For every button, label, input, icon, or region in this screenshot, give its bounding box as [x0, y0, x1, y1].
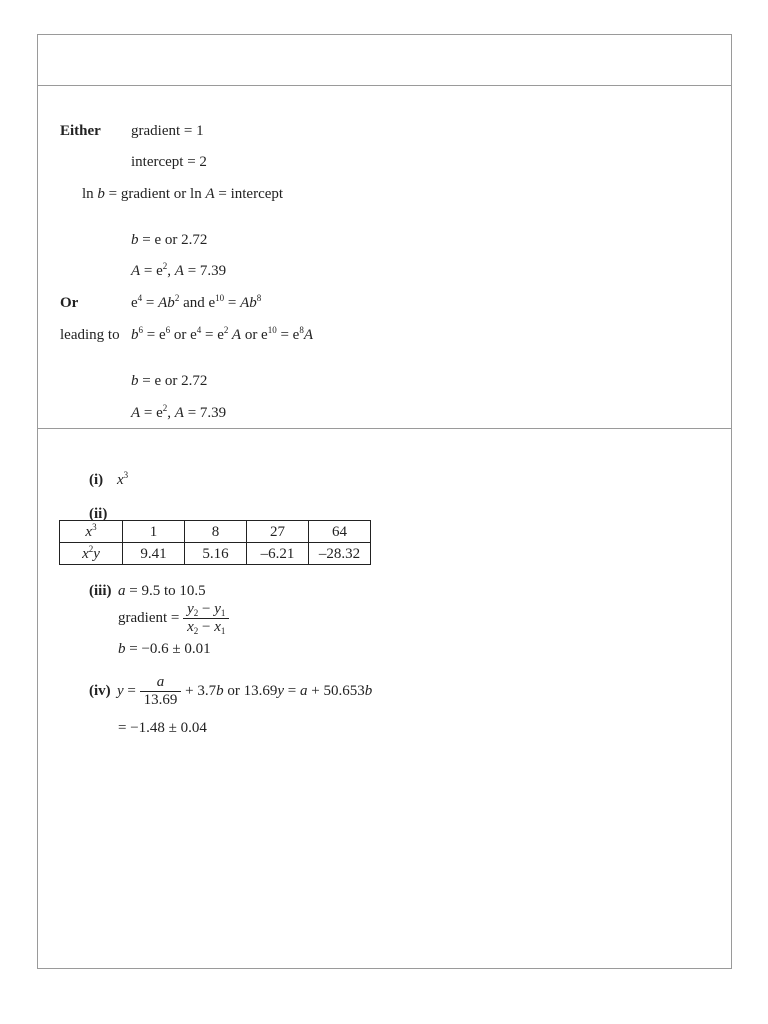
- a-over-fraction: $\frac{a}{13.69}$: [140, 674, 182, 709]
- table-cell: 9.41: [123, 543, 185, 565]
- section-divider: [37, 428, 732, 429]
- or-equation: $e^4 = Ab^2$ and $e^{10} = Ab^8$: [131, 293, 262, 311]
- page-frame: [37, 34, 732, 969]
- gradient-line: gradient = 1: [131, 123, 204, 139]
- a-value-line-2: $A = e^2$, A = 7.39: [131, 403, 227, 421]
- row-header-x-squared-y: $x^2y$: [60, 543, 123, 565]
- table-cell: 1: [123, 521, 185, 543]
- b-estimate-line: b = −0.6 ± 0.01: [118, 641, 211, 657]
- part-iv-equation: y = $\frac{a}{13.69}$ + 3.7b or 13.69y = a + 50.653b: [117, 674, 373, 708]
- table-cell: –28.32: [309, 543, 371, 565]
- row-header-x-cubed: $x^3$: [60, 521, 123, 543]
- intercept-line: intercept = 2: [131, 154, 207, 170]
- leading-to-label: leading to: [60, 327, 120, 343]
- part-iv-label: (iv): [89, 683, 111, 699]
- b-value-line-2: b = e or 2.72: [131, 373, 208, 389]
- part-ii-label: (ii): [89, 506, 108, 522]
- table-cell: 5.16: [185, 543, 247, 565]
- header-divider: [37, 85, 732, 86]
- or-label: Or: [60, 295, 79, 311]
- table-cell: 8: [185, 521, 247, 543]
- values-table: [59, 520, 371, 565]
- table-cell: 27: [247, 521, 309, 543]
- ln-relation-line: ln b = gradient or ln A = intercept: [82, 186, 284, 202]
- gradient-fraction: $\frac{y_2 - y_1}{x_2 - x_1}$: [183, 601, 229, 636]
- a-range-line: a = 9.5 to 10.5: [118, 583, 206, 599]
- b-value-line: b = e or 2.72: [131, 232, 208, 248]
- part-iii-label: (iii): [89, 583, 112, 599]
- table-row: [60, 543, 371, 565]
- part-iv-result: = −1.48 ± 0.04: [118, 720, 207, 736]
- part-i-answer: $x^3$: [117, 470, 129, 488]
- table-cell: 64: [309, 521, 371, 543]
- gradient-formula: gradient = $\frac{y_2 - y_1}{x_2 - x_1}$: [118, 601, 229, 636]
- a-value-line: $A = e^2$, A = 7.39: [131, 261, 227, 279]
- leading-equation: $b^6 = e^6$ or $e^4 = e^2$ A or $e^{10} = e^8A$: [131, 325, 314, 343]
- table-cell: –6.21: [247, 543, 309, 565]
- either-label: Either: [60, 123, 101, 139]
- table-row: [60, 521, 371, 543]
- part-i-label: (i): [89, 472, 104, 488]
